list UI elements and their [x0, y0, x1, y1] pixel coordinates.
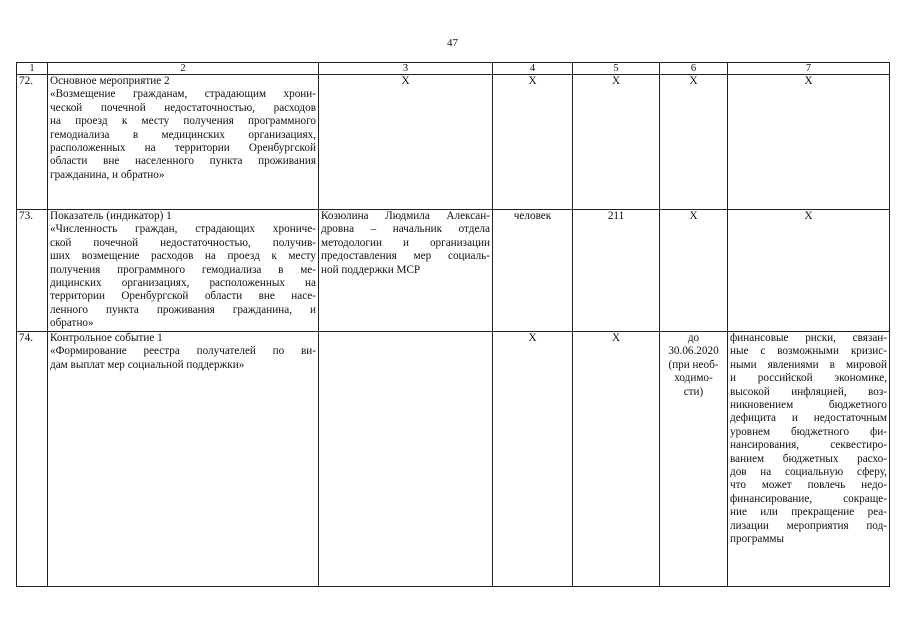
unit-cell: Х: [493, 75, 573, 210]
text-line: программы: [730, 533, 784, 546]
text-line: ших возмещение расходов на проезд к месту: [50, 250, 316, 263]
risks-cell: [728, 210, 890, 332]
text-line: дефицита и недостаточным: [730, 412, 887, 425]
text-line: Показатель (индикатор) 1: [50, 210, 172, 222]
text-line: территории Оренбургской области вне насе-: [50, 290, 316, 303]
text-line: лизации мероприятия под-: [730, 519, 887, 532]
plan-table: [16, 62, 890, 587]
text-line: методологии и организации: [321, 236, 490, 249]
text-line: финансирование, сокраще-: [730, 492, 887, 505]
measure-name: [48, 332, 319, 587]
text-line: расположенных на территории Оренбургской: [50, 142, 316, 155]
deadline-lines: [662, 75, 725, 88]
header-cell: 4: [493, 63, 573, 75]
header-cell: 1: [17, 63, 48, 75]
measure-name-lines: [50, 75, 316, 182]
text-line: сти): [683, 385, 704, 398]
text-line: «Возмещение гражданам, страдающим хрони-: [50, 88, 316, 101]
text-line: ными явлениями в мировой: [730, 358, 887, 371]
text-line: высокой инфляцией, воз-: [730, 385, 887, 398]
header-cell: 6: [660, 63, 728, 75]
risks-cell: [728, 75, 890, 210]
row-number: 73.: [17, 210, 48, 332]
text-line: нансирования, секвестиро-: [730, 439, 887, 452]
header-cell: 3: [319, 63, 493, 75]
risks-cell: [728, 332, 890, 587]
text-line: дов на социальную сферу,: [730, 466, 887, 479]
measure-name-lines: [50, 332, 316, 372]
text-line: гражданина, и обратно»: [50, 168, 165, 181]
measure-name: [48, 75, 319, 210]
deadline-lines: [662, 332, 725, 399]
value-cell: Х: [573, 75, 660, 210]
text-line: Контрольное событие 1: [50, 332, 163, 344]
text-line: никновением бюджетного: [730, 399, 887, 412]
text-line: Х: [804, 210, 813, 222]
deadline-cell: [660, 332, 728, 587]
text-line: получения программного гемодиализа в ме-: [50, 263, 316, 276]
row-number: 72.: [17, 75, 48, 210]
text-line: Х: [689, 210, 698, 222]
text-line: ванием бюджетных расхо-: [730, 452, 887, 465]
text-line: на проезд к месту получения программного: [50, 115, 316, 128]
responsible-cell: [319, 210, 493, 332]
text-line: финансовые риски, связан-: [730, 332, 887, 344]
text-line: Х: [804, 75, 813, 87]
text-line: дицинских организациях, расположенных на: [50, 277, 316, 290]
text-line: до: [687, 332, 700, 344]
row-number: 74.: [17, 332, 48, 587]
text-line: ходимо-: [674, 372, 713, 385]
deadline-cell: [660, 75, 728, 210]
text-line: Х: [689, 75, 698, 87]
value-cell: 211: [573, 210, 660, 332]
text-line: гемодиализа в медицинских организациях,: [50, 128, 316, 141]
text-line: Х: [401, 75, 410, 87]
deadline-lines: [662, 210, 725, 223]
risks-lines: [730, 210, 887, 223]
text-line: что может повлечь недо-: [730, 479, 887, 492]
text-line: предоставления мер социаль-: [321, 250, 490, 263]
text-line: ской почечной недостаточностью, получив-: [50, 236, 316, 249]
text-line: уровнем бюджетного фи-: [730, 425, 887, 438]
text-line: области вне населенного пункта проживания: [50, 155, 316, 168]
header-cell: 2: [48, 63, 319, 75]
deadline-cell: [660, 210, 728, 332]
text-line: ные с возможными кризис-: [730, 345, 887, 358]
risks-lines: [730, 332, 887, 547]
page-number: 47: [447, 37, 458, 49]
value-cell: Х: [573, 332, 660, 587]
measure-name-lines: [50, 210, 316, 331]
header-cell: 5: [573, 63, 660, 75]
text-line: (при необ-: [668, 358, 719, 371]
responsible-lines: [321, 75, 490, 88]
text-line: «Численность граждан, страдающих хрониче-: [50, 223, 316, 236]
table-row: [17, 332, 890, 587]
measure-name: [48, 210, 319, 332]
header-row: [17, 63, 890, 75]
text-line: дровна – начальник отдела: [321, 223, 490, 236]
text-line: обратно»: [50, 317, 94, 330]
text-line: ние или прекращение реа-: [730, 506, 887, 519]
unit-cell: Х: [493, 332, 573, 587]
responsible-lines: [321, 210, 490, 277]
text-line: дам выплат мер социальной поддержки»: [50, 358, 245, 371]
responsible-cell: [319, 332, 493, 587]
table-row: [17, 210, 890, 332]
unit-cell: человек: [493, 210, 573, 332]
header-cell: 7: [728, 63, 890, 75]
text-line: Козюлина Людмила Алексан-: [321, 210, 490, 222]
text-line: Основное мероприятие 2: [50, 75, 170, 87]
text-line: 30.06.2020: [668, 345, 719, 358]
responsible-cell: [319, 75, 493, 210]
text-line: ной поддержки МСР: [321, 263, 421, 276]
table-row: [17, 75, 890, 210]
text-line: ческой почечной недостаточностью, расходов: [50, 101, 316, 114]
text-line: ленного пункта проживания гражданина, и: [50, 303, 316, 316]
text-line: и российской экономике,: [730, 372, 887, 385]
text-line: «Формирование реестра получателей по ви-: [50, 345, 316, 358]
risks-lines: [730, 75, 887, 88]
